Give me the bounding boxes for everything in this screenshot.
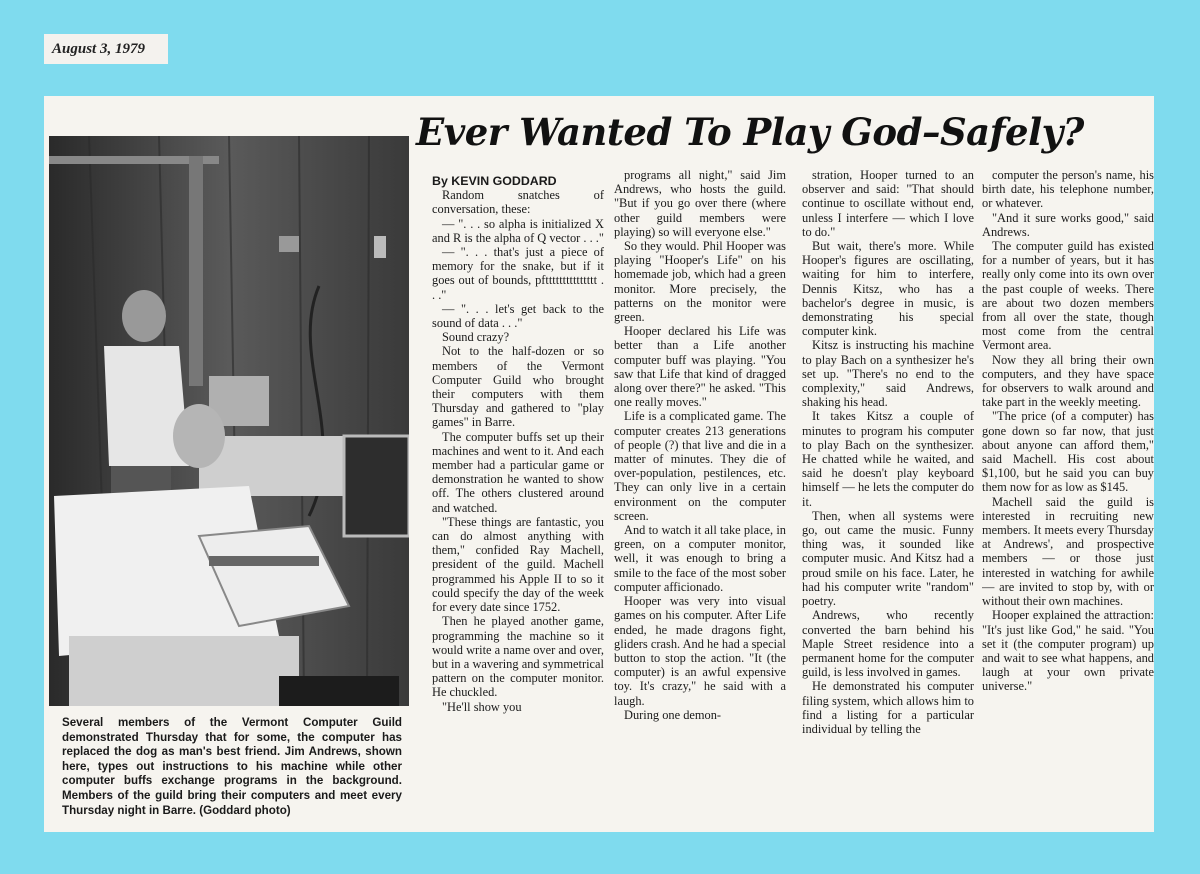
paragraph: The computer guild has existed for a number of years, but it has really only come into its own over the past couple of weeks. There are about two dozen members from all over the state, though most come from the central Vermont area. xyxy=(982,239,1154,353)
paragraph: "He'll show you xyxy=(442,699,522,714)
paragraph: Hooper declared his Life was better than a Life another computer buff was playing. "You saw that Life that kind of dragged along over there?" he asked. "This one really moves." xyxy=(614,324,786,410)
paragraph: Not to the half-dozen or so members of the Vermont Computer Guild who brought their computers with them Thursday and gathered to "play games" in Barre. xyxy=(432,344,604,430)
paragraph: Then, when all systems were go, out came the music. Funny thing was, it sounded like computer music. And Kitsz had a proud smile on his face. Later, he had his computer write "random" poetry. xyxy=(802,508,974,609)
paragraph: "And it sure works good," said Andrews. xyxy=(982,210,1154,239)
article-column-4 xyxy=(982,168,1154,822)
paragraph: "The price (of a computer) has gone down so far now, that just about anyone can afford them," said Machell. His cost about $1,100, but he said you can buy them now for as low as $145. xyxy=(982,409,1154,495)
paragraph: But wait, there's more. While Hooper's figures are oscillating, waiting for him to interfere, Dennis Kitsz, who has a bachelor's degree in music, is demonstrating his special computer kink. xyxy=(802,239,974,339)
paragraph: Machell said the guild is interested in recruiting new members. It meets every Thursday at Andrews', and prospective members — or those just interested in watching for awhile — are invited to stop by, with or without their own machines. xyxy=(982,494,1154,609)
paragraph: Andrews, who recently converted the barn behind his Maple Street residence into a permanent home for the computer guild, is less involved in games. xyxy=(802,608,974,680)
paragraph: The computer buffs set up their machines and went to it. And each member had a particular game or demonstration he wanted to show off. The others clustered around and watched. xyxy=(432,429,604,515)
paragraph: Life is a complicated game. The computer creates 213 generations of people (?) that live and die in a matter of minutes. They die of over-population, pestilences, etc. They can only live in a certain environment on the computer screen. xyxy=(614,409,786,523)
paragraph: Now they all bring their own computers, and they have space for observers to walk around and take part in the weekly meeting. xyxy=(982,352,1154,410)
paragraph: Random snatches of conversation, these: xyxy=(432,188,604,217)
paragraph: computer the person's name, his birth date, his telephone number, or whatever. xyxy=(982,168,1154,211)
article-column-3 xyxy=(802,168,974,822)
paragraph: It takes Kitsz a couple of minutes to program his computer to play Bach on the synthesizer. He chatted while he waited, and said he doesn't play keyboard himself — he lets the computer do it. xyxy=(802,409,974,509)
newspaper-clipping xyxy=(44,96,1154,832)
photo-caption: Several members of the Vermont Computer Guild demonstrated Thursday that for some, the computer has replaced the dog as man's best friend. Jim Andrews, shown here, types out instructions to his machine while other computer buffs exchange programs in the background. Members of the guild bring their computers and meet every Thursday night in Barre. (Goddard photo) xyxy=(62,716,402,817)
paragraph: Then he played another game, programming the machine so it would write a name over and over, but in a wavering and symmetrical pattern on the computer monitor. He chuckled. xyxy=(432,614,604,700)
paragraph: And to watch it all take place, in green, on a computer monitor, well, it was enough to bring a smile to the face of the most sober computer afficionado. xyxy=(614,523,786,594)
paragraph: — ". . . so alpha is initialized X and R is the alpha of Q vector . . ." xyxy=(432,216,604,245)
paragraph: Sound crazy? xyxy=(442,330,510,345)
article-column-1 xyxy=(432,174,604,828)
date-label: August 3, 1979 xyxy=(44,34,168,64)
headline: Ever Wanted To Play God–Safely? xyxy=(416,110,1084,154)
article-column-2 xyxy=(614,168,786,822)
paragraph: stration, Hooper turned to an observer and said: "That should continue to oscillate without end, unless I interfere — which I love to do." xyxy=(802,168,974,239)
article-photo xyxy=(49,136,409,706)
paragraph: Kitsz is instructing his machine to play Bach on a synthesizer he's set up. "There's no end to the complexity," said Andrews, shaking his head. xyxy=(802,338,974,410)
paragraph: programs all night," said Jim Andrews, who hosts the guild. "But if you go over there (where other guild members were playing) so will everyone else." xyxy=(614,168,786,239)
paragraph: During one demon- xyxy=(624,707,722,722)
paragraph: Hooper explained the attraction: "It's just like God," he said. "You set it (the computer program) up and wait to see what happens, and laugh at your own private universe." xyxy=(982,608,1154,694)
paragraph: He demonstrated his computer filing system, which allows him to find a listing for a particular individual by telling the xyxy=(802,679,974,736)
paragraph: — ". . . let's get back to the sound of data . . ." xyxy=(432,301,604,331)
paragraph: So they would. Phil Hooper was playing "Hooper's Life" on his homemade job, which had a green monitor. More precisely, the patterns on the monitor were green. xyxy=(614,239,786,325)
paragraph: — ". . . that's just a piece of memory for the snake, but if it goes out of bounds, pfttttttttttttttt . . ." xyxy=(432,245,604,302)
paragraph: Hooper was very into visual games on his computer. After Life ended, he made dragons fight, gliders crash. And he had a special button to stop the action. "It (the computer) is an awful expensive toy. It's crazy," he said with a laugh. xyxy=(614,594,786,708)
byline: By KEVIN GODDARD xyxy=(432,174,557,188)
paragraph: "These things are fantastic, you can do almost anything with them," confided Ray Machell, president of the guild. Machell programmed his Apple II to so it could specify the day of the week for every date since 1752. xyxy=(432,514,604,615)
